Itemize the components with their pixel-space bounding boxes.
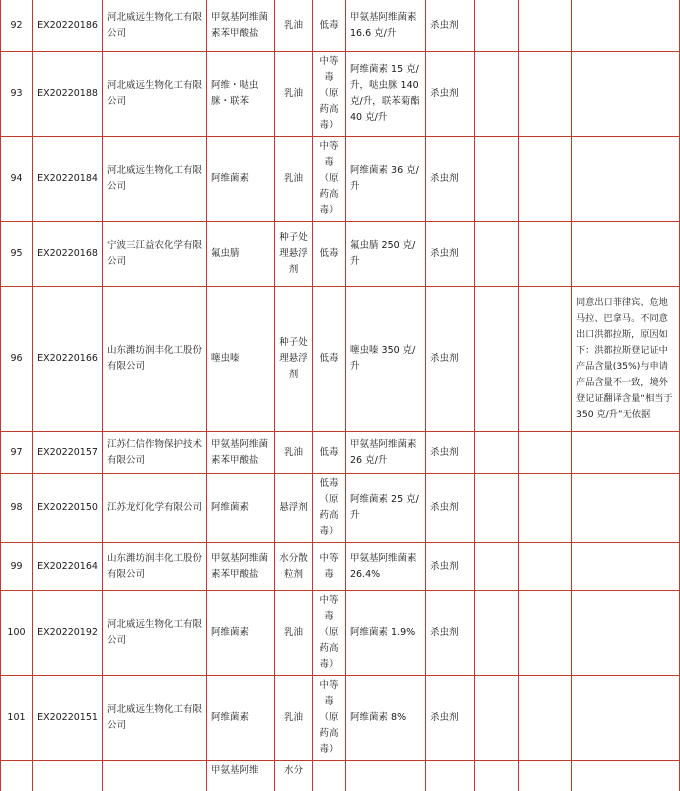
formulation: 乳油 bbox=[275, 52, 313, 137]
remark bbox=[572, 137, 680, 222]
empty-cell bbox=[519, 52, 572, 137]
row-number: 94 bbox=[1, 137, 33, 222]
pesticide-type: 杀虫剂 bbox=[426, 222, 475, 287]
empty-cell bbox=[475, 591, 519, 676]
table-row bbox=[1, 432, 680, 474]
empty-cell bbox=[572, 761, 680, 791]
table-row bbox=[1, 474, 680, 543]
company-name: 河北威远生物化工有限公司 bbox=[103, 0, 207, 52]
remark bbox=[572, 474, 680, 543]
active-content: 阿维菌素 15 克/升，哒虫脒 140 克/升，联苯菊酯 40 克/升 bbox=[346, 52, 426, 137]
formulation: 水分散粒剂 bbox=[275, 543, 313, 591]
company-name: 宁波三江益农化学有限公司 bbox=[103, 222, 207, 287]
product-name: 甲氨基阿维菌素苯甲酸盐 bbox=[207, 432, 275, 474]
registration-code: EX20220164 bbox=[33, 543, 103, 591]
product-name: 阿维菌素 bbox=[207, 676, 275, 761]
toxicity: 中等毒（原药高毒） bbox=[313, 137, 346, 222]
empty-cell bbox=[475, 137, 519, 222]
product-name: 阿维・哒虫脒・联苯 bbox=[207, 52, 275, 137]
table-row bbox=[1, 137, 680, 222]
product-name: 甲氨基阿维菌素苯甲酸盐 bbox=[207, 543, 275, 591]
table-row bbox=[1, 52, 680, 137]
active-content: 阿维菌素 1.9% bbox=[346, 591, 426, 676]
empty-cell bbox=[475, 474, 519, 543]
registration-code: EX20220157 bbox=[33, 432, 103, 474]
registration-code: EX20220188 bbox=[33, 52, 103, 137]
formulation: 乳油 bbox=[275, 591, 313, 676]
row-number: 96 bbox=[1, 287, 33, 432]
pesticide-type: 杀虫剂 bbox=[426, 137, 475, 222]
formulation: 乳油 bbox=[275, 432, 313, 474]
formulation: 水分 bbox=[275, 761, 313, 791]
table-row bbox=[1, 591, 680, 676]
toxicity: 中等毒 bbox=[313, 543, 346, 591]
product-name: 阿维菌素 bbox=[207, 474, 275, 543]
company-name: 河北威远生物化工有限公司 bbox=[103, 52, 207, 137]
pesticide-type: 杀虫剂 bbox=[426, 591, 475, 676]
toxicity: 低毒 bbox=[313, 432, 346, 474]
formulation: 乳油 bbox=[275, 676, 313, 761]
formulation: 悬浮剂 bbox=[275, 474, 313, 543]
toxicity: 低毒 bbox=[313, 0, 346, 52]
active-content: 阿维菌素 36 克/升 bbox=[346, 137, 426, 222]
empty-cell bbox=[475, 287, 519, 432]
product-name: 氟虫腈 bbox=[207, 222, 275, 287]
pesticide-type: 杀虫剂 bbox=[426, 474, 475, 543]
pesticide-type: 杀虫剂 bbox=[426, 676, 475, 761]
empty-cell bbox=[519, 761, 572, 791]
empty-cell bbox=[519, 0, 572, 52]
remark bbox=[572, 222, 680, 287]
table-row bbox=[1, 287, 680, 432]
table-row bbox=[1, 0, 680, 52]
product-name: 阿维菌素 bbox=[207, 137, 275, 222]
remark bbox=[572, 432, 680, 474]
empty-cell bbox=[475, 0, 519, 52]
empty-cell bbox=[475, 52, 519, 137]
table-row bbox=[1, 222, 680, 287]
product-name: 噻虫嗪 bbox=[207, 287, 275, 432]
row-number: 101 bbox=[1, 676, 33, 761]
company-name: 河北威远生物化工有限公司 bbox=[103, 137, 207, 222]
table-row-partial bbox=[1, 761, 680, 791]
company-name: 江苏龙灯化学有限公司 bbox=[103, 474, 207, 543]
active-content: 甲氨基阿维菌素 26 克/升 bbox=[346, 432, 426, 474]
formulation: 乳油 bbox=[275, 0, 313, 52]
row-number: 93 bbox=[1, 52, 33, 137]
company-name: 山东潍坊润丰化工股份有限公司 bbox=[103, 543, 207, 591]
toxicity: 低毒 bbox=[313, 222, 346, 287]
formulation: 乳油 bbox=[275, 137, 313, 222]
active-content: 阿维菌素 25 克/升 bbox=[346, 474, 426, 543]
active-content: 甲氨基阿维菌素 16.6 克/升 bbox=[346, 0, 426, 52]
registration-code: EX20220166 bbox=[33, 287, 103, 432]
registration-code: EX20220192 bbox=[33, 591, 103, 676]
empty-cell bbox=[33, 761, 103, 791]
empty-cell bbox=[519, 676, 572, 761]
row-number: 97 bbox=[1, 432, 33, 474]
pesticide-type: 杀虫剂 bbox=[426, 52, 475, 137]
registration-code: EX20220150 bbox=[33, 474, 103, 543]
active-content: 氟虫腈 250 克/升 bbox=[346, 222, 426, 287]
empty-cell bbox=[475, 222, 519, 287]
remark bbox=[572, 52, 680, 137]
empty-cell bbox=[475, 543, 519, 591]
table-row bbox=[1, 676, 680, 761]
product-name: 甲氨基阿维 bbox=[207, 761, 275, 791]
remark bbox=[572, 543, 680, 591]
empty-cell bbox=[475, 432, 519, 474]
empty-cell bbox=[519, 543, 572, 591]
empty-cell bbox=[519, 432, 572, 474]
registration-code: EX20220184 bbox=[33, 137, 103, 222]
toxicity: 低毒（原药高毒） bbox=[313, 474, 346, 543]
active-content: 阿维菌素 8% bbox=[346, 676, 426, 761]
registration-code: EX20220168 bbox=[33, 222, 103, 287]
pesticide-type: 杀虫剂 bbox=[426, 0, 475, 52]
remark: 同意出口菲律宾、危地马拉、巴拿马。不同意出口洪都拉斯，原因如下：洪都拉斯登记证中产品含量(35%)与申请产品含量不一致，境外登记证翻译含量“相当于350 克/升”无依据 bbox=[572, 287, 680, 432]
toxicity: 低毒 bbox=[313, 287, 346, 432]
empty-cell bbox=[519, 474, 572, 543]
formulation: 种子处理悬浮剂 bbox=[275, 287, 313, 432]
product-name: 阿维菌素 bbox=[207, 591, 275, 676]
table-row bbox=[1, 543, 680, 591]
pesticide-type: 杀虫剂 bbox=[426, 287, 475, 432]
company-name: 江苏仁信作物保护技术有限公司 bbox=[103, 432, 207, 474]
empty-cell bbox=[519, 222, 572, 287]
registration-code: EX20220151 bbox=[33, 676, 103, 761]
company-name: 河北威远生物化工有限公司 bbox=[103, 676, 207, 761]
empty-cell bbox=[519, 137, 572, 222]
empty-cell bbox=[519, 287, 572, 432]
empty-cell bbox=[103, 761, 207, 791]
remark bbox=[572, 591, 680, 676]
company-name: 山东潍坊润丰化工股份有限公司 bbox=[103, 287, 207, 432]
row-number: 99 bbox=[1, 543, 33, 591]
pesticide-type: 杀虫剂 bbox=[426, 432, 475, 474]
empty-cell bbox=[346, 761, 426, 791]
empty-cell bbox=[475, 761, 519, 791]
formulation: 种子处理悬浮剂 bbox=[275, 222, 313, 287]
active-content: 甲氨基阿维菌素 26.4% bbox=[346, 543, 426, 591]
empty-cell bbox=[1, 761, 33, 791]
row-number: 92 bbox=[1, 0, 33, 52]
product-name: 甲氨基阿维菌素苯甲酸盐 bbox=[207, 0, 275, 52]
empty-cell bbox=[313, 761, 346, 791]
empty-cell bbox=[519, 591, 572, 676]
empty-cell bbox=[426, 761, 475, 791]
company-name: 河北威远生物化工有限公司 bbox=[103, 591, 207, 676]
empty-cell bbox=[475, 676, 519, 761]
toxicity: 中等毒（原药高毒） bbox=[313, 676, 346, 761]
row-number: 98 bbox=[1, 474, 33, 543]
registration-code: EX20220186 bbox=[33, 0, 103, 52]
pesticide-type: 杀虫剂 bbox=[426, 543, 475, 591]
row-number: 95 bbox=[1, 222, 33, 287]
toxicity: 中等毒（原药高毒） bbox=[313, 591, 346, 676]
active-content: 噻虫嗪 350 克/升 bbox=[346, 287, 426, 432]
remark bbox=[572, 676, 680, 761]
row-number: 100 bbox=[1, 591, 33, 676]
remark bbox=[572, 0, 680, 52]
toxicity: 中等毒（原药高毒） bbox=[313, 52, 346, 137]
